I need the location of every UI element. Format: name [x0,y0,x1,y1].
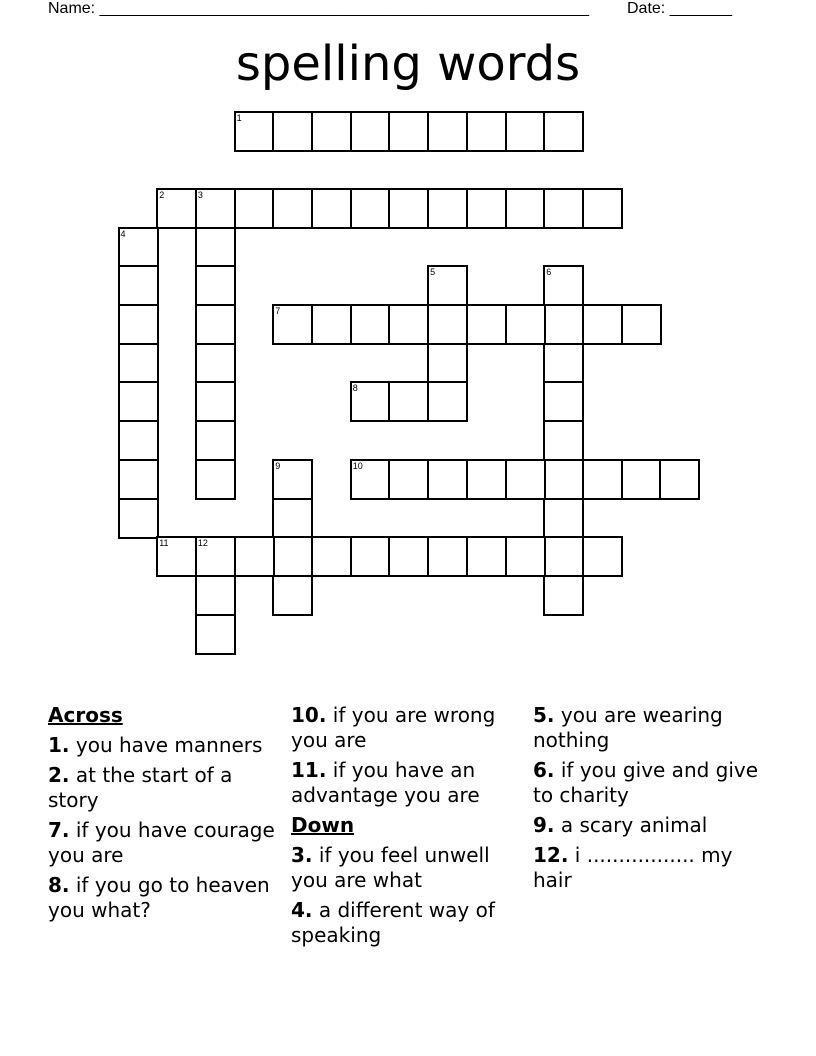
grid-cell[interactable] [118,304,159,345]
clue-start-number: 6 [546,267,552,278]
grid-cell[interactable] [195,265,236,306]
grid-cell[interactable] [427,343,468,384]
across-heading: Across [48,703,123,727]
clue-start-number: 3 [197,189,203,200]
clue-number: 11. [291,758,327,782]
grid-cell[interactable] [350,459,391,500]
grid-cell[interactable] [118,498,159,539]
grid-cell[interactable] [272,575,313,616]
down-heading: Down [291,813,355,837]
clue-start-number: 11 [159,538,169,549]
grid-cell[interactable] [582,459,623,500]
clue-text: if you are wrong you are [291,703,496,752]
clue-text: you are wearing nothing [533,703,723,752]
grid-cell[interactable] [234,536,275,577]
grid-cell[interactable] [118,459,159,500]
grid-cell[interactable] [272,498,313,539]
clue-down-3 [291,843,531,893]
grid-cell[interactable] [195,227,236,268]
clue-start-number: 8 [352,383,358,394]
grid-cell[interactable] [388,304,429,345]
grid-cell[interactable] [427,459,468,500]
grid-cell[interactable] [466,304,507,345]
grid-cell[interactable] [543,498,584,539]
clue-across-11 [291,758,531,808]
clue-number: 3. [291,843,313,867]
clue-across-7 [48,818,283,868]
grid-cell[interactable] [543,381,584,422]
grid-cell[interactable] [195,188,236,229]
clue-start-number: 10 [352,460,363,471]
grid-cell[interactable] [543,188,584,229]
clue-text: you have manners [75,733,263,757]
grid-cell[interactable] [543,343,584,384]
grid-cell[interactable] [272,304,313,345]
grid-cell[interactable] [311,304,352,345]
grid-cell[interactable] [505,304,546,345]
grid-cell[interactable] [466,536,507,577]
grid-cell[interactable] [234,188,275,229]
clue-number: 8. [48,873,70,897]
clue-text: if you feel unwell you are what [291,843,490,892]
clue-start-number: 4 [120,228,126,239]
grid-cell[interactable] [388,536,429,577]
grid-cell[interactable] [388,111,429,152]
grid-cell[interactable] [543,420,584,461]
grid-cell[interactable] [195,459,236,500]
clue-down-12 [533,843,773,893]
grid-cell[interactable] [621,459,662,500]
grid-cell[interactable] [543,111,584,152]
grid-cell[interactable] [505,536,546,577]
grid-cell[interactable] [118,343,159,384]
clue-start-number: 9 [275,460,281,471]
grid-cell[interactable] [118,265,159,306]
grid-cell[interactable] [195,420,236,461]
grid-cell[interactable] [350,381,391,422]
clue-start-number: 12 [197,538,208,549]
clue-text: at the start of a story [48,763,233,812]
clue-text: if you have courage you are [48,818,275,867]
grid-cell[interactable] [543,304,584,345]
grid-cell[interactable] [272,188,313,229]
grid-cell[interactable] [195,381,236,422]
grid-cell[interactable] [427,188,468,229]
grid-cell[interactable] [311,536,352,577]
clue-start-number: 7 [275,306,281,316]
clue-down-6 [533,758,773,808]
grid-cell[interactable] [272,536,313,577]
grid-cell[interactable] [466,188,507,229]
grid-cell[interactable] [543,459,584,500]
clue-text: if you go to heaven you what? [48,873,270,922]
grid-cell[interactable] [350,536,391,577]
clues-column-3 [533,703,773,898]
clue-down-9 [533,813,773,838]
grid-cell[interactable] [505,459,546,500]
grid-cell[interactable] [659,459,700,500]
clue-text: i ................. my hair [533,843,733,892]
clue-number: 2. [48,763,70,787]
grid-cell[interactable] [195,575,236,616]
clue-down-5 [533,703,773,753]
grid-cell[interactable] [388,459,429,500]
grid-cell[interactable] [582,536,623,577]
clue-number: 12. [533,843,569,867]
grid-cell[interactable] [543,265,584,306]
clues-column-2 [291,703,531,953]
name-line: Name: _______________________________________________________ [48,0,589,17]
grid-cell[interactable] [272,459,313,500]
clue-down-4 [291,898,531,948]
clue-number: 7. [48,818,70,842]
clue-number: 9. [533,813,555,837]
grid-cell[interactable] [388,381,429,422]
grid-cell[interactable] [272,111,313,152]
grid-cell[interactable] [350,188,391,229]
page-title: spelling words [235,36,581,92]
grid-cell[interactable] [388,188,429,229]
clue-across-8 [48,873,283,923]
grid-cell[interactable] [427,381,468,422]
clue-number: 1. [48,733,70,757]
clues-column-1 [48,703,283,928]
grid-cell[interactable] [427,304,468,345]
clue-number: 6. [533,758,555,782]
clue-text: if you give and give to charity [533,758,759,807]
grid-cell[interactable] [118,381,159,422]
grid-cell[interactable] [195,304,236,345]
clue-number: 4. [291,898,313,922]
clue-number: 5. [533,703,555,727]
date-line: Date: _______ [627,0,732,17]
grid-cell[interactable] [311,188,352,229]
clue-start-number: 2 [159,189,165,200]
grid-cell[interactable] [582,188,623,229]
grid-cell[interactable] [427,536,468,577]
clue-number: 10. [291,703,327,727]
grid-cell[interactable] [466,111,507,152]
grid-cell[interactable] [118,420,159,461]
clue-across-2 [48,763,283,813]
grid-cell[interactable] [505,111,546,152]
clue-across-10 [291,703,531,753]
grid-cell[interactable] [582,304,623,345]
grid-cell[interactable] [427,265,468,306]
grid-cell[interactable] [543,536,584,577]
grid-cell[interactable] [350,304,391,345]
grid-cell[interactable] [466,459,507,500]
grid-cell[interactable] [195,343,236,384]
clue-text: a scary animal [560,813,708,837]
grid-cell[interactable] [156,536,197,577]
grid-cell[interactable] [195,536,236,577]
grid-cell[interactable] [195,614,236,655]
grid-cell[interactable] [505,188,546,229]
grid-cell[interactable] [118,227,159,268]
grid-cell[interactable] [234,111,275,152]
grid-cell[interactable] [350,111,391,152]
grid-cell[interactable] [427,111,468,152]
clue-text: if you have an advantage you are [291,758,480,807]
clue-across-1 [48,733,283,758]
grid-cell[interactable] [621,304,662,345]
clue-start-number: 1 [236,112,242,123]
grid-cell[interactable] [156,188,197,229]
grid-cell[interactable] [311,111,352,152]
clue-start-number: 5 [430,267,436,278]
clue-text: a different way of speaking [291,898,495,947]
grid-cell[interactable] [543,575,584,616]
